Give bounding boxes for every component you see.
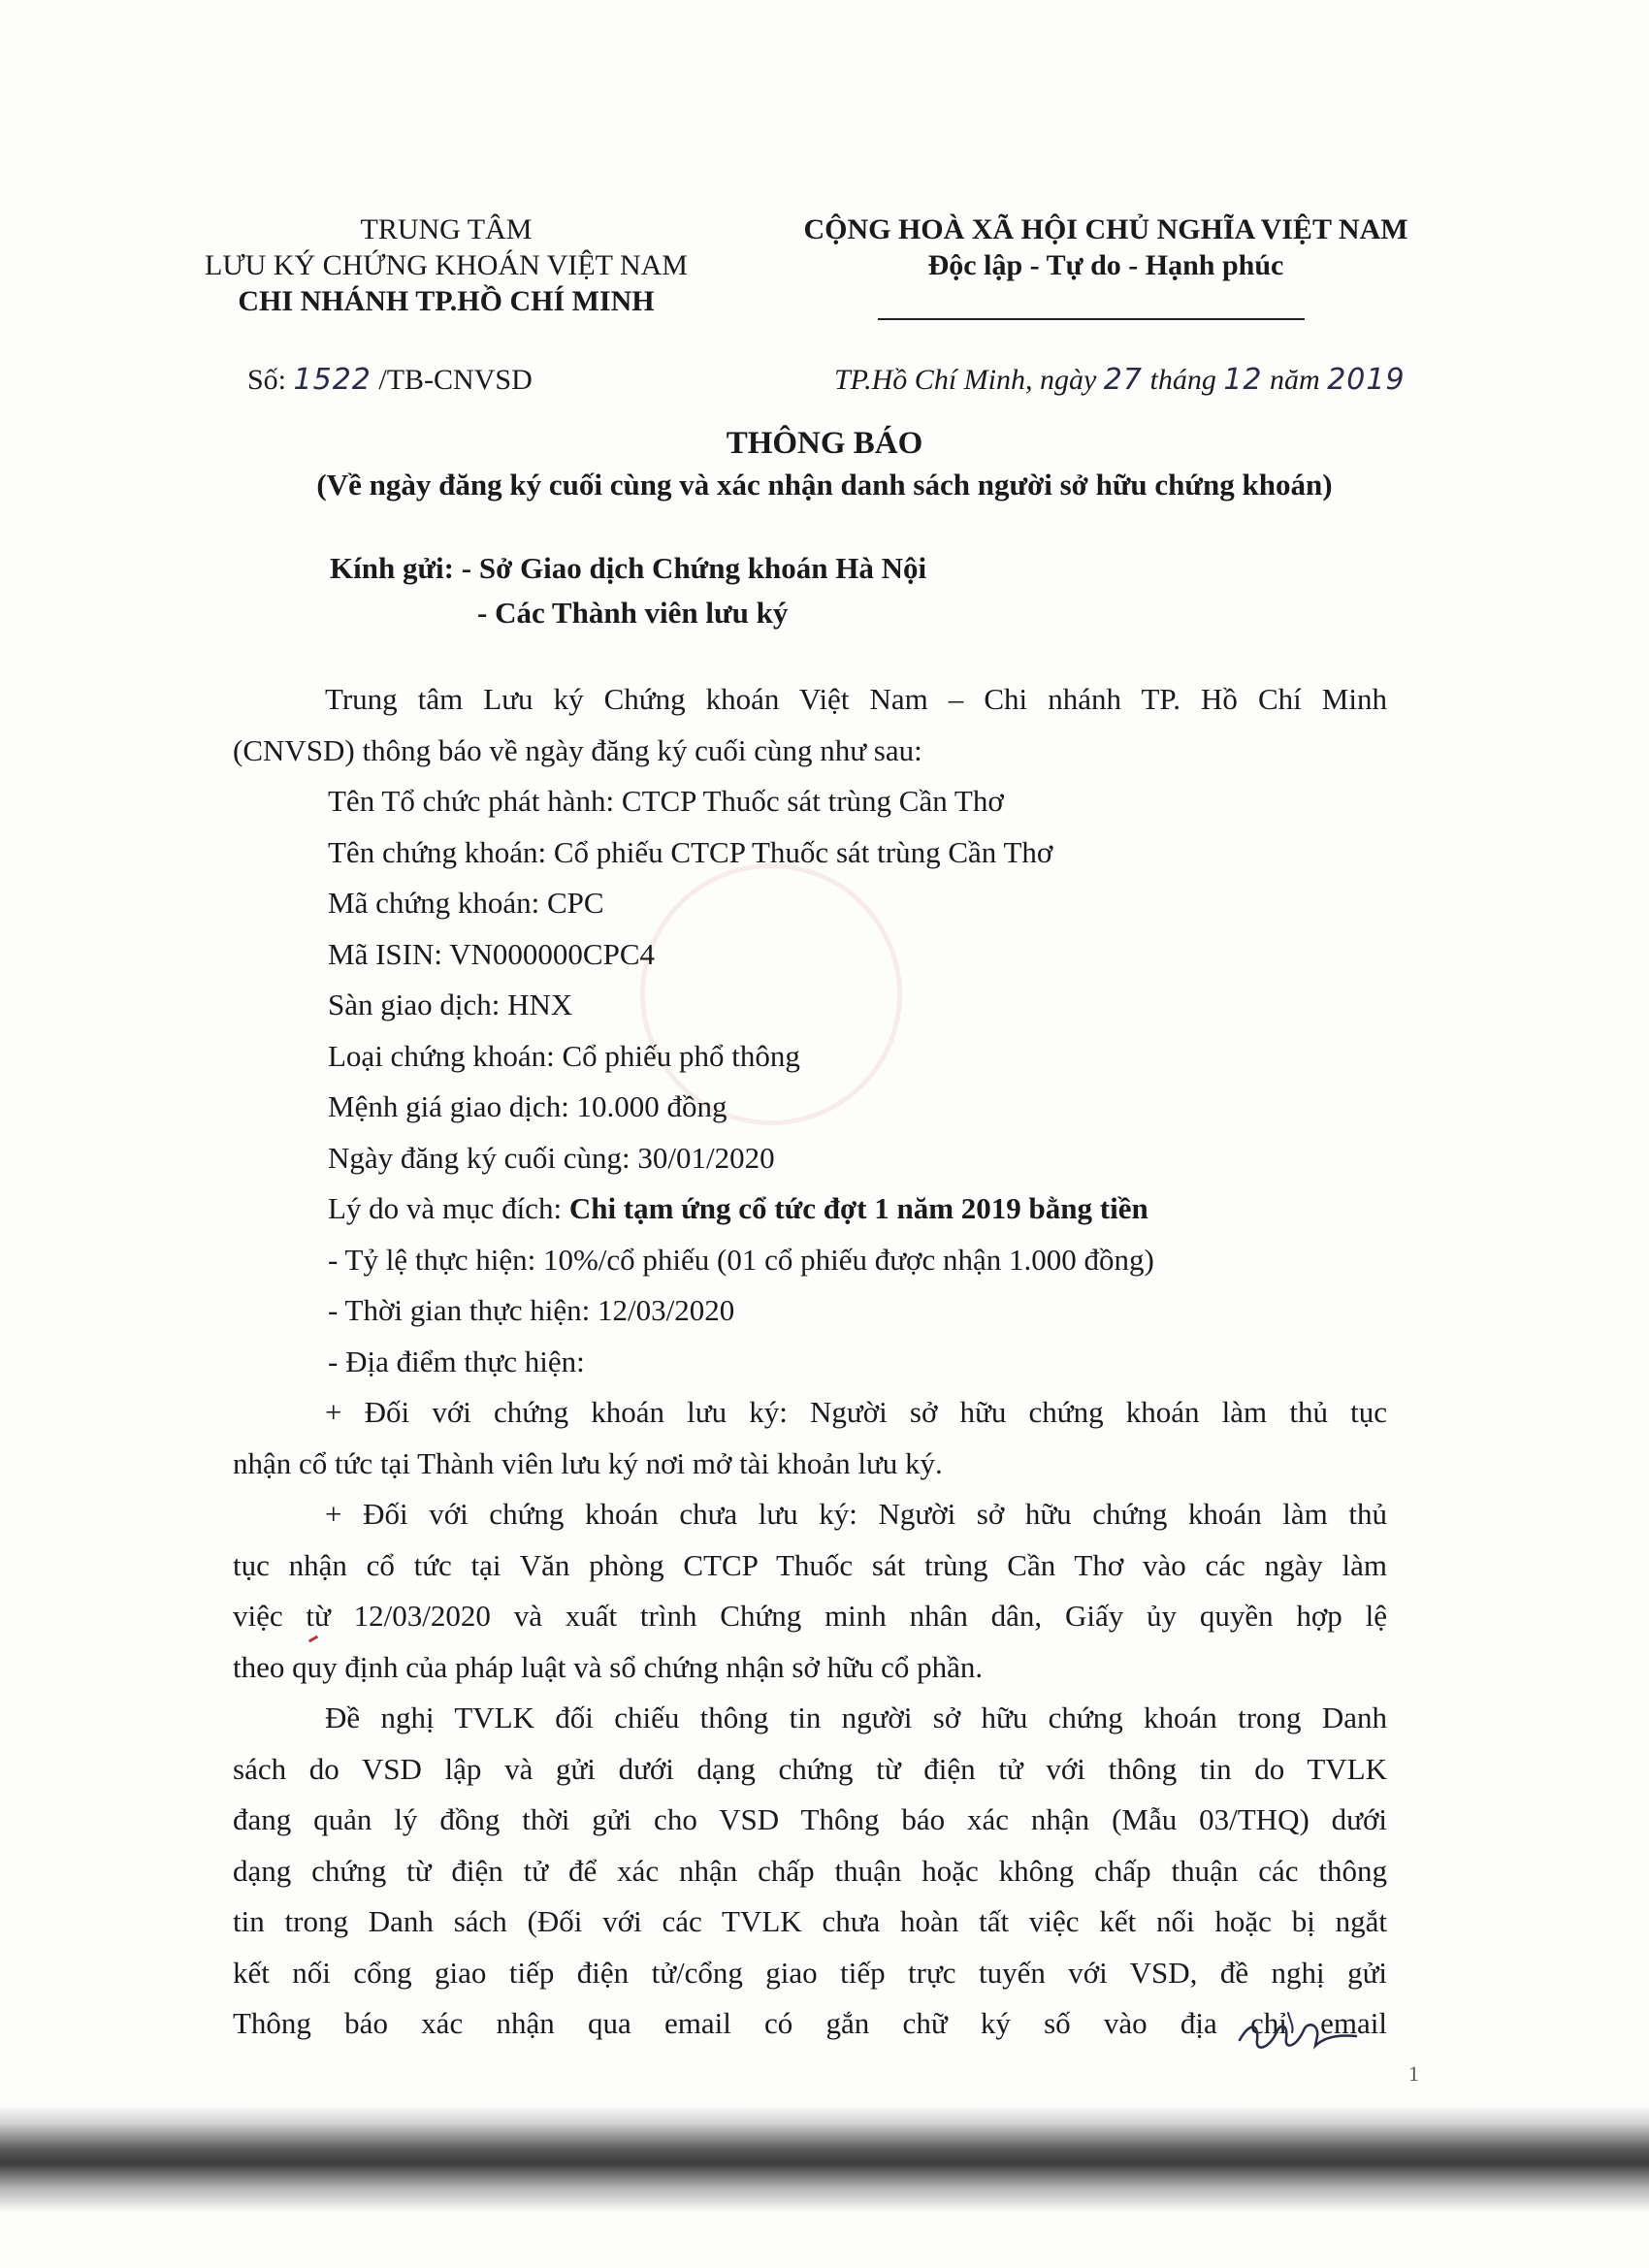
par-value-line: Mệnh giá giao dịch: 10.000 đồng — [328, 1089, 728, 1123]
ratio-line: - Tỷ lệ thực hiện: 10%/cổ phiếu (01 cổ phiếu được nhận 1.000 đồng) — [328, 1242, 1154, 1277]
nondeposited-line-4: theo quy định của pháp luật và sổ chứng nhận sở hữu cổ phần. — [233, 1649, 984, 1684]
national-motto — [766, 211, 1445, 283]
place-and-date — [834, 361, 1406, 400]
motto-underline — [878, 318, 1305, 320]
year-handwritten: 2019 — [1327, 363, 1406, 397]
issuing-organization — [170, 211, 723, 319]
so-suffix: /TB-CNVSD — [371, 364, 533, 396]
org-line-3: CHI NHÁNH TP.HỒ CHÍ MINH — [238, 285, 655, 317]
recipients — [330, 546, 926, 635]
intro-line-2: (CNVSD) thông báo về ngày đăng ký cuối cùng như sau: — [233, 732, 922, 767]
payment-date-line: - Thời gian thực hiện: 12/03/2020 — [328, 1293, 735, 1327]
nondeposited-line-1: + Đối với chứng khoán chưa lưu ký: Người sở hữu chứng khoán làm thủ — [325, 1497, 1387, 1531]
nation-line-2: Độc lập - Tự do - Hạnh phúc — [927, 249, 1284, 281]
security-type-line: Loại chứng khoán: Cổ phiếu phổ thông — [328, 1038, 800, 1073]
isin-line: Mã ISIN: VN000000CPC4 — [328, 936, 656, 971]
record-date-line: Ngày đăng ký cuối cùng: 30/01/2020 — [328, 1140, 775, 1175]
security-name-line: Tên chứng khoán: Cổ phiếu CTCP Thuốc sát trùng Cần Thơ — [328, 834, 1053, 869]
year-label: năm — [1262, 364, 1328, 396]
month-handwritten: 12 — [1223, 363, 1263, 397]
purpose-line — [233, 1183, 1387, 1235]
request-line-5: tin trong Danh sách (Đối với các TVLK chưa hoàn tất việc kết nối hoặc bị ngắt — [233, 1904, 1387, 1938]
org-line-1: TRUNG TÂM — [360, 213, 533, 245]
document-body — [233, 674, 1387, 2050]
request-line-6: kết nối cổng giao tiếp điện tử/cổng giao tiếp trực tuyến với VSD, đề nghị gửi — [233, 1955, 1387, 1990]
deposited-line-1: + Đối với chứng khoán lưu ký: Người sở hữu chứng khoán làm thủ tục — [325, 1395, 1387, 1429]
request-line-2: sách do VSD lập và gửi dưới dạng chứng từ điện tử với thông tin do TVLK — [233, 1751, 1387, 1786]
nondeposited-line-3: việc từ 12/03/2020 và xuất trình Chứng minh nhân dân, Giấy ủy quyền hợp lệ — [233, 1599, 1387, 1633]
recipient-2: - Các Thành viên lưu ký — [477, 596, 789, 630]
place-line: - Địa điểm thực hiện: — [328, 1344, 585, 1378]
deposited-line-2: nhận cổ tức tại Thành viên lưu ký nơi mở tài khoản lưu ký. — [233, 1445, 943, 1480]
org-line-2: LƯU KÝ CHỨNG KHOÁN VIỆT NAM — [205, 249, 688, 281]
recipients-label: Kính gửi: — [330, 551, 462, 585]
ticker-line: Mã chứng khoán: CPC — [328, 886, 604, 920]
so-label: Số: — [247, 364, 294, 396]
month-label: tháng — [1142, 364, 1224, 396]
recipient-1: - Sở Giao dịch Chứng khoán Hà Nội — [461, 551, 927, 585]
document-title: THÔNG BÁO — [726, 426, 923, 461]
place-date-prefix: TP.Hồ Chí Minh, ngày — [834, 364, 1104, 396]
document-subtitle: (Về ngày đăng ký cuối cùng và xác nhận danh sách người sở hữu chứng khoán) — [316, 468, 1333, 502]
so-number-handwritten: 1522 — [293, 363, 372, 397]
intro-line-1: Trung tâm Lưu ký Chứng khoán Việt Nam – Chi nhánh TP. Hồ Chí Minh — [325, 682, 1387, 716]
request-line-7: Thông báo xác nhận qua email có gắn chữ ký số vào địa chỉ email — [233, 2006, 1387, 2040]
page-number: 1 — [1408, 2061, 1419, 2086]
nation-line-1: CỘNG HOÀ XÃ HỘI CHỦ NGHĨA VIỆT NAM — [803, 213, 1408, 245]
handwritten-initials-icon — [1230, 2003, 1375, 2061]
purpose-value: Chi tạm ứng cổ tức đợt 1 năm 2019 bằng tiền — [568, 1191, 1148, 1225]
purpose-label: Lý do và mục đích: — [328, 1191, 569, 1225]
request-line-3: đang quản lý đồng thời gửi cho VSD Thông báo xác nhận (Mẫu 03/THQ) dưới — [233, 1802, 1387, 1836]
nondeposited-line-2: tục nhận cổ tức tại Văn phòng CTCP Thuốc sát trùng Cần Thơ vào các ngày làm — [233, 1547, 1387, 1582]
request-line-1: Đề nghị TVLK đối chiếu thông tin người sở hữu chứng khoán trong Danh — [325, 1701, 1387, 1734]
exchange-line: Sàn giao dịch: HNX — [328, 988, 573, 1021]
issuer-line: Tên Tổ chức phát hành: CTCP Thuốc sát trùng Cần Thơ — [328, 784, 1004, 818]
document-number — [247, 361, 533, 400]
day-handwritten: 27 — [1103, 363, 1143, 397]
request-line-4: dạng chứng từ điện tử để xác nhận chấp thuận hoặc không chấp thuận các thông — [233, 1853, 1387, 1888]
scanner-shadow-band — [0, 2105, 1649, 2212]
